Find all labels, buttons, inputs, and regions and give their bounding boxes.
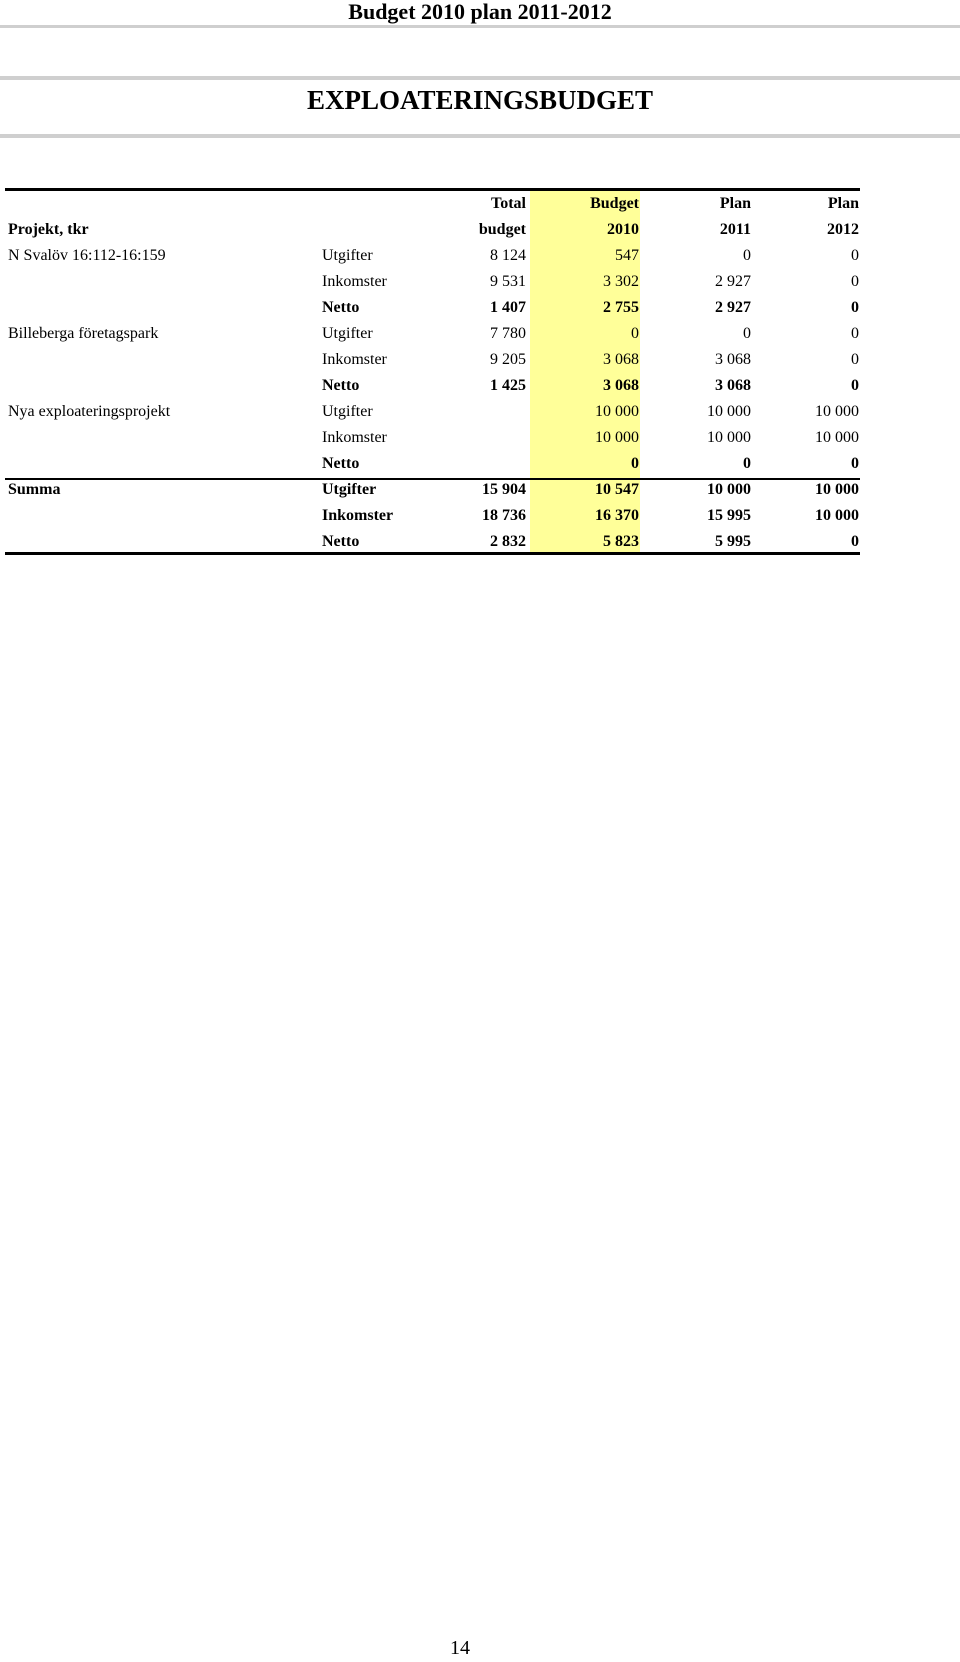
cell-project: Nya exploateringsprojekt [8,403,171,420]
table-row [5,321,860,347]
cell-b2010: 10 000 [595,403,639,420]
cell-b2010: 3 302 [603,273,639,290]
cell-b2010: 0 [631,325,639,342]
table-row [5,243,860,269]
cell-total: 1 425 [490,377,526,394]
cell-total: 2 832 [490,533,526,550]
cell-project: Billeberga företagspark [8,325,159,342]
cell-type: Utgifter [322,481,377,498]
section-title: EXPLOATERINGSBUDGET [306,85,654,115]
cell-type: Utgifter [322,403,373,420]
cell-p2011: 0 [743,455,751,472]
cell-p2012: 0 [851,247,859,264]
cell-b2010: 2 755 [603,299,639,316]
header-plan2012-line2: 2012 [827,221,859,238]
cell-p2011: 0 [743,247,751,264]
cell-p2012: 0 [851,325,859,342]
table-row [5,347,860,373]
cell-type: Netto [322,377,360,394]
header-budget2010-line1: Budget [590,195,639,212]
cell-b2010: 5 823 [603,533,639,550]
cell-type: Netto [322,299,360,316]
table-bottom-border [5,552,860,555]
cell-type: Inkomster [322,273,387,290]
header-project: Projekt, tkr [8,221,89,238]
table-row [5,373,860,399]
cell-p2011: 0 [743,325,751,342]
cell-total: 9 531 [490,273,526,290]
cell-b2010: 3 068 [603,377,639,394]
cell-type: Netto [322,533,360,550]
cell-type: Inkomster [322,429,387,446]
cell-b2010: 16 370 [595,507,639,524]
cell-p2012: 10 000 [815,429,859,446]
header-total-line2: budget [478,221,526,238]
cell-type: Netto [322,455,360,472]
cell-p2011: 3 068 [715,377,751,394]
cell-p2011: 2 927 [715,299,751,316]
table-row [5,451,860,477]
section-rule-bottom [0,134,960,138]
cell-p2011: 10 000 [707,403,751,420]
cell-p2011: 2 927 [715,273,751,290]
summa-divider [5,478,860,480]
cell-p2011: 5 995 [715,533,751,550]
table-row [5,269,860,295]
cell-p2011: 15 995 [707,507,751,524]
cell-p2012: 0 [851,455,859,472]
table-header [5,191,860,243]
table-row [5,295,860,321]
document-header-title: Budget 2010 plan 2011-2012 [348,0,612,24]
header-plan2012-line1: Plan [827,195,859,212]
cell-type: Utgifter [322,325,373,342]
cell-b2010: 0 [631,455,639,472]
cell-total: 1 407 [490,299,526,316]
cell-p2011: 10 000 [707,481,751,498]
header-budget2010-line2: 2010 [607,221,639,238]
cell-p2012: 0 [851,299,859,316]
cell-p2012: 0 [851,351,859,368]
page-number: 14 [450,1637,470,1659]
cell-total: 18 736 [482,507,526,524]
cell-type: Utgifter [322,247,373,264]
header-rule [0,25,960,28]
cell-type: Inkomster [322,351,387,368]
cell-project: N Svalöv 16:112-16:159 [8,247,166,264]
cell-b2010: 547 [615,247,639,264]
header-total-line1: Total [491,195,526,212]
cell-b2010: 10 000 [595,429,639,446]
cell-p2012: 0 [851,273,859,290]
header-plan2011-line2: 2011 [719,221,751,238]
cell-b2010: 3 068 [603,351,639,368]
table-row [5,425,860,451]
cell-project: Summa [8,481,61,498]
cell-b2010: 10 547 [595,481,639,498]
cell-total: 7 780 [490,325,526,342]
table-row [5,399,860,425]
table-row [5,503,860,529]
cell-total: 8 124 [490,247,526,264]
cell-total: 15 904 [482,481,526,498]
cell-p2012: 10 000 [815,403,859,420]
cell-p2012: 10 000 [815,507,859,524]
cell-total: 9 205 [490,351,526,368]
cell-p2011: 3 068 [715,351,751,368]
cell-p2011: 10 000 [707,429,751,446]
cell-p2012: 0 [851,377,859,394]
table-row [5,477,860,503]
cell-p2012: 0 [851,533,859,550]
cell-type: Inkomster [322,507,394,524]
header-plan2011-line1: Plan [719,195,751,212]
cell-p2012: 10 000 [815,481,859,498]
